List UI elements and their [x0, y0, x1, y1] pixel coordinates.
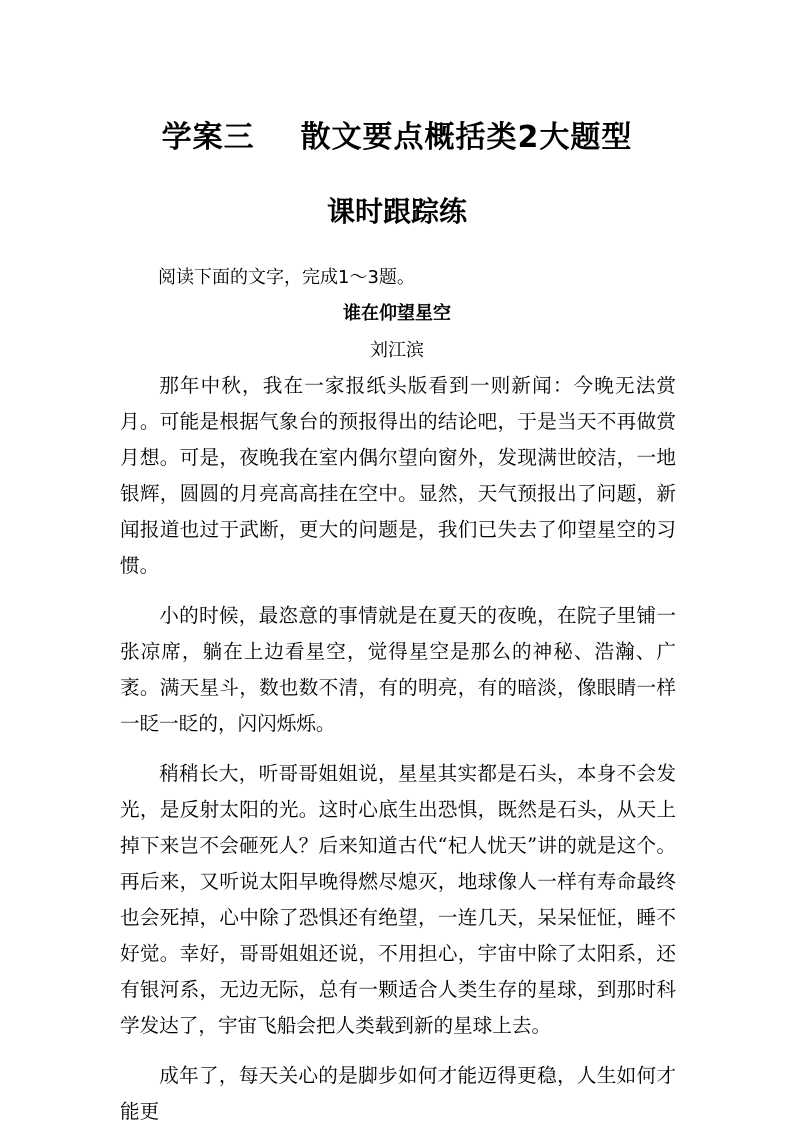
article-paragraph: 稍稍长大，听哥哥姐姐说，星星其实都是石头，本身不会发光，是反射太阳的光。这时心底生出恐惧，既然是石头，从天上掉下来岂不会砸死人？后来知道古代“杞人忧天”讲的就是这个。再后来，又听说太阳早晚得燃尽熄灭，地球像人一样有寿命最终也会死掉，心中除了恐惧还有绝望，一连几天，呆呆怔怔，睡不好觉。幸好，哥哥姐姐还说，不用担心，宇宙中除了太阳系，还有银河系，无边无际，总有一颗适合人类生存的星球，到那时科学发达了，宇宙飞船会把人类载到新的星球上去。: [120, 762, 676, 1037]
article-body: [120, 368, 676, 1130]
article-paragraph: 成年了，每天关心的是脚步如何才能迈得更稳，人生如何才能更: [120, 1064, 676, 1123]
page-subtitle: 课时跟踪练: [326, 195, 467, 228]
article-paragraph: 小的时候，最恣意的事情就是在夏天的夜晚，在院子里铺一张凉席，躺在上边看星空，觉得星空是那么的神秘、浩瀚、广袤。满天星斗，数也数不清，有的明亮，有的暗淡，像眼睛一样一眨一眨的，闪闪烁烁。: [120, 604, 676, 735]
reading-instruction: 阅读下面的文字，完成1～3题。: [158, 267, 415, 288]
article-author: 刘江滨: [370, 340, 424, 361]
page-title: 学案三 散文要点概括类2大题型: [161, 120, 633, 155]
article-title: 谁在仰望星空: [343, 303, 451, 324]
article-paragraph: 那年中秋，我在一家报纸头版看到一则新闻：今晚无法赏月。可能是根据气象台的预报得出的结论吧，于是当天不再做赏月想。可是，夜晚我在室内偶尔望向窗外，发现满世皎洁，一地银辉，圆圆的月亮高高挂在空中。显然，天气预报出了问题，新闻报道也过于武断，更大的问题是，我们已失去了仰望星空的习惯。: [120, 374, 676, 577]
